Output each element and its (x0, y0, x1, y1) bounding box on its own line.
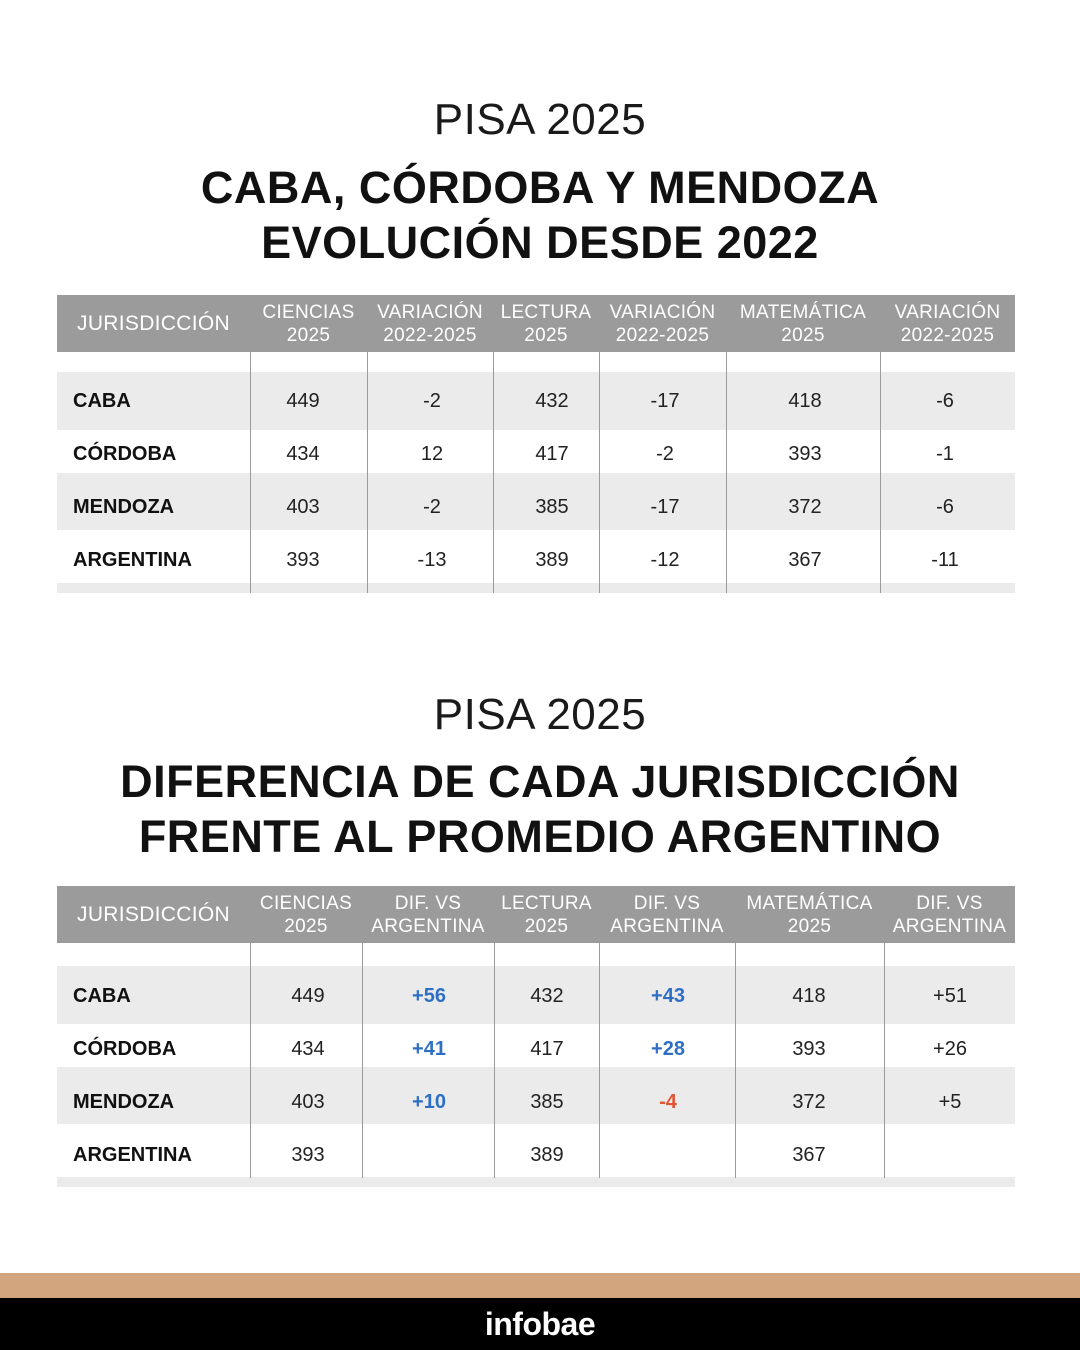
jurisdiction-name: MENDOZA (73, 1091, 175, 1113)
table-header (57, 295, 1015, 352)
column-header-line: CIENCIAS (259, 892, 353, 914)
table-cell: -6 (936, 496, 954, 518)
headline-1 (0, 160, 1080, 270)
headline-2-line-2: FRENTE AL PROMEDIO ARGENTINO (138, 811, 942, 862)
table-cell: 372 (788, 496, 822, 518)
column-header-line: CIENCIAS (262, 301, 355, 323)
column-divider (884, 943, 885, 1178)
table-cell: +5 (938, 1091, 962, 1113)
table-cell: 389 (530, 1144, 564, 1166)
column-divider (250, 943, 251, 1178)
table-cell: -2 (423, 390, 441, 412)
column-divider (250, 352, 251, 593)
column-divider (362, 943, 363, 1178)
column-divider (493, 352, 494, 593)
table-cell: 418 (792, 985, 826, 1007)
jurisdiction-name: MENDOZA (73, 496, 175, 518)
column-header-line: JURISDICCIÓN (77, 903, 230, 926)
column-header (367, 295, 493, 352)
column-divider (599, 352, 600, 593)
column-header-line: MATEMÁTICA (746, 892, 873, 914)
column-header (599, 295, 726, 352)
column-header-line: LECTURA (500, 301, 592, 323)
column-header-line: DIF. VS (394, 892, 462, 914)
column-header (599, 886, 735, 943)
jurisdiction-name: CÓRDOBA (73, 1038, 177, 1060)
headline-2-line-1: DIFERENCIA DE CADA JURISDICCIÓN (120, 756, 960, 807)
column-header (362, 886, 494, 943)
column-header-line: 2025 (524, 324, 568, 346)
table-cell: -11 (931, 549, 959, 571)
column-header-line: 2025 (284, 915, 328, 937)
column-header (726, 295, 880, 352)
column-header-line: DIF. VS (916, 892, 983, 914)
table-bottom-bar (57, 583, 1015, 593)
column-header (884, 886, 1015, 943)
column-header-line: VARIACIÓN (894, 301, 1001, 323)
jurisdiction-name: CABA (73, 985, 131, 1007)
table-cell: +51 (933, 985, 967, 1007)
kicker-1: PISA 2025 (433, 95, 647, 144)
table-evolution (57, 295, 1015, 593)
column-header-line: 2025 (787, 915, 832, 937)
table-cell: +10 (412, 1091, 446, 1113)
table-cell: 449 (291, 985, 325, 1007)
table-cell: 389 (535, 549, 569, 571)
table-cell: -4 (659, 1091, 677, 1113)
headline-1-line-2: EVOLUCIÓN DESDE 2022 (261, 217, 819, 268)
table-cell (628, 1143, 708, 1167)
column-divider (726, 352, 727, 593)
table-cell: +41 (412, 1038, 446, 1060)
column-divider (735, 943, 736, 1178)
table-cell: 12 (420, 443, 444, 465)
jurisdiction-name: CABA (73, 390, 131, 412)
column-header (57, 886, 250, 943)
column-header-line: 2025 (524, 915, 569, 937)
table-cell: 434 (291, 1038, 325, 1060)
column-header (494, 886, 599, 943)
column-header-line: 2022-2025 (383, 324, 477, 346)
column-divider (367, 352, 368, 593)
table-cell: 393 (788, 443, 822, 465)
table-cell: 418 (788, 390, 822, 412)
footer-accent-band (0, 1273, 1080, 1298)
jurisdiction-name: ARGENTINA (73, 549, 192, 571)
column-header (250, 886, 362, 943)
table-cell: 367 (792, 1144, 826, 1166)
kicker-2: PISA 2025 (433, 690, 647, 739)
column-header-line: JURISDICCIÓN (77, 312, 230, 335)
table-cell: +43 (651, 985, 685, 1007)
table-cell: 403 (291, 1091, 325, 1113)
table-cell: +28 (651, 1038, 685, 1060)
jurisdiction-name: CÓRDOBA (73, 443, 177, 465)
table-cell (389, 1143, 469, 1167)
table-cell: -6 (936, 390, 954, 412)
column-divider (880, 352, 881, 593)
table-cell: 385 (535, 496, 569, 518)
table-cell: -13 (417, 549, 447, 571)
table-cell: +56 (412, 985, 446, 1007)
table-cell: 393 (291, 1144, 325, 1166)
column-divider (599, 943, 600, 1178)
column-header-line: 2022-2025 (615, 324, 710, 346)
table-cell: 434 (286, 443, 320, 465)
table-cell: 393 (286, 549, 320, 571)
table-bottom-bar (57, 1177, 1015, 1187)
table-cell: +26 (933, 1038, 967, 1060)
jurisdiction-name: ARGENTINA (73, 1144, 192, 1166)
column-header-line: LECTURA (501, 892, 592, 914)
table-cell: -2 (656, 443, 674, 465)
table-header (57, 886, 1015, 943)
headline-1-line-1: CABA, CÓRDOBA Y MENDOZA (200, 162, 880, 213)
table-cell: -1 (936, 443, 954, 465)
column-header-line: 2025 (781, 324, 825, 346)
table-cell: 403 (286, 496, 320, 518)
column-header (250, 295, 367, 352)
column-header (735, 886, 884, 943)
column-header (57, 295, 250, 352)
table-cell (910, 1143, 990, 1167)
table-cell: 372 (792, 1091, 826, 1113)
column-header-line: ARGENTINA (371, 915, 485, 937)
column-header-line: 2025 (286, 324, 331, 346)
column-header-line: MATEMÁTICA (739, 301, 867, 323)
column-divider (494, 943, 495, 1178)
table-difference (57, 886, 1015, 1187)
column-header-line: DIF. VS (633, 892, 701, 914)
table-cell: 417 (530, 1038, 564, 1060)
brand-logo: infobae (484, 1306, 596, 1342)
table-cell: 417 (535, 443, 569, 465)
column-header-line: VARIACIÓN (377, 301, 483, 323)
table-cell: 367 (788, 549, 822, 571)
table-cell: 432 (535, 390, 569, 412)
table-cell: -2 (423, 496, 441, 518)
column-header (493, 295, 599, 352)
column-header-line: ARGENTINA (610, 915, 724, 937)
table-cell: 449 (286, 390, 320, 412)
table-cell: -12 (650, 549, 680, 571)
table-cell: 385 (530, 1091, 564, 1113)
column-header-line: 2022-2025 (900, 324, 995, 346)
column-header-line: VARIACIÓN (609, 301, 716, 323)
table-cell: -17 (650, 390, 680, 412)
headline-2 (0, 754, 1080, 864)
table-cell: 393 (792, 1038, 826, 1060)
table-cell: -17 (650, 496, 680, 518)
table-cell: 432 (530, 985, 564, 1007)
column-header (880, 295, 1015, 352)
column-header-line: ARGENTINA (892, 915, 1007, 937)
